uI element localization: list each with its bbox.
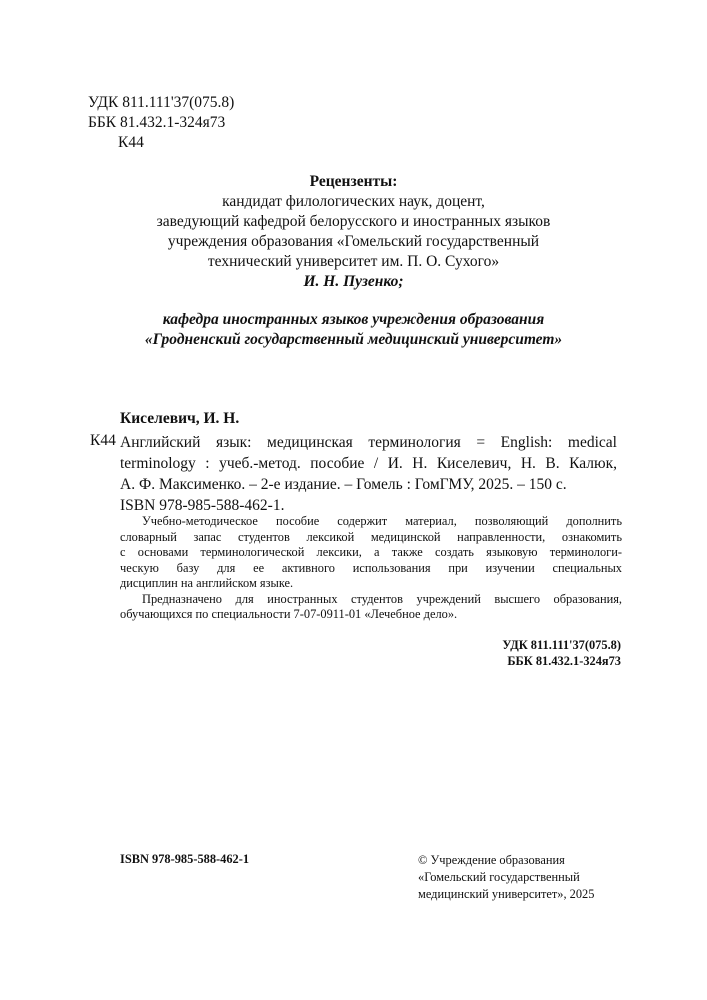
copyright-line: медицинский университет», 2025	[418, 887, 595, 901]
reviewer1-line: заведующий кафедрой белорусского и иностранных языков	[156, 213, 551, 230]
bib-line: А. Ф. Максименко. – 2-е издание. – Гомель : ГомГМУ, 2025. – 150 с.	[120, 476, 567, 493]
reviewer1-line: учреждения образования «Гомельский государственный	[167, 233, 540, 250]
classification-codes	[88, 93, 234, 153]
copyright-line: © Учреждение образования	[418, 853, 565, 867]
udk-code-bold: УДК 811.111'37(075.8)	[502, 638, 621, 652]
abstract-line: обучающихся по специальности 7-07-0911-01 «Лечебное дело».	[120, 607, 458, 621]
abstract-line: ческую базу для ее активного использования при изучении специальных	[120, 560, 622, 575]
right-classification-codes	[502, 638, 621, 669]
udk-code: УДК 811.111'37(075.8)	[88, 94, 235, 111]
abstract	[120, 514, 622, 623]
reviewer1-name: И. Н. Пузенко;	[303, 273, 404, 290]
bbk-code-bold: ББК 81.432.1-324я73	[507, 653, 621, 668]
bibliographic-record	[120, 432, 617, 516]
reviewer1-line: технический университет им. П. О. Сухого»	[207, 253, 500, 270]
bbk-code: ББК 81.432.1-324я73	[88, 114, 226, 131]
abstract-line: с основами терминологической лексики, а также создать языковую терминологи-	[120, 545, 622, 559]
copyright-line: «Гомельский государственный	[418, 870, 580, 884]
abstract-line: дисциплин на английском языке.	[120, 576, 294, 590]
abstract-line: словарный запас студентов лексикой медицинской направленности, ознакомить	[120, 529, 622, 544]
author-sign: К44	[118, 134, 144, 151]
footer-isbn: ISBN 978-985-588-462-1	[120, 852, 250, 866]
copyright-notice	[418, 852, 594, 903]
reviewer2-line: кафедра иностранных языков учреждения образования	[162, 311, 545, 328]
bib-isbn: ISBN 978-985-588-462-1.	[120, 497, 285, 514]
bib-line: Английский язык: медицинская терминология = English: medical	[120, 434, 617, 451]
abstract-line: Предназначено для иностранных студентов учреждений высшего образования,	[142, 591, 622, 606]
reviewers-heading: Рецензенты:	[309, 173, 398, 190]
author-name: Киселевич, И. Н.	[120, 410, 240, 427]
abstract-line: Учебно-методическое пособие содержит материал, позволяющий дополнить	[142, 514, 622, 528]
reviewer2-line: «Гродненский государственный медицинский университет»	[144, 331, 563, 348]
bibliography-code: К44	[90, 432, 116, 449]
bib-line: terminology : учеб.-метод. пособие / И. Н. Киселевич, Н. В. Калюк,	[120, 455, 617, 472]
reviewers-block	[0, 172, 707, 350]
reviewer1-line: кандидат филологических наук, доцент,	[222, 193, 485, 210]
